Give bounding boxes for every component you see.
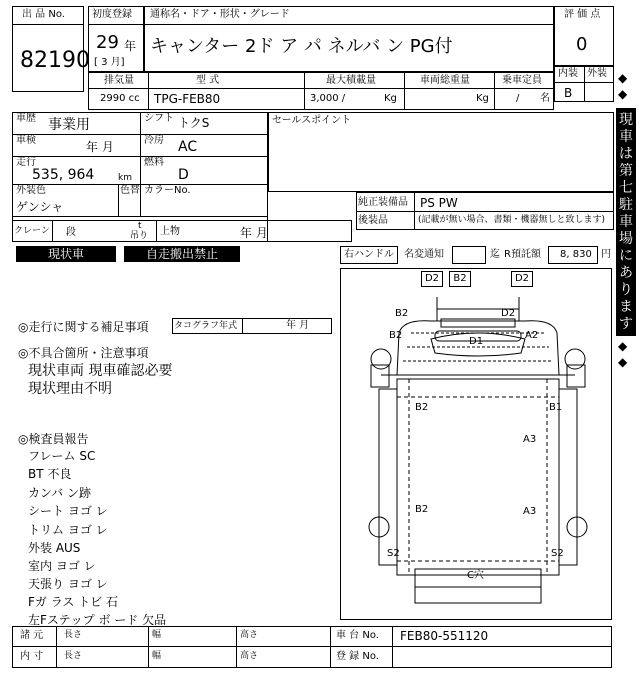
year-unit: 年 [124,39,137,53]
crane-label: クレーン [14,226,50,236]
gross-weight-unit: Kg [476,93,489,104]
inspector-line: 左Fステップ ボ ード 欠品 [28,613,167,627]
diamond-marker-bottom: ◆ [618,355,628,369]
damage-mark: C穴 [467,570,484,581]
damage-mark: A3 [523,434,537,445]
right-hand-label: 右ハンドル [344,249,394,260]
crane-ton: t [138,221,142,231]
equipment-label: 純正装備品 [358,197,408,208]
ac-label: 冷房 [144,135,164,146]
interior-dims-label: 内 寸 [20,651,44,662]
deadline-label: 迄 [490,249,500,260]
driving-notes-label: ◎走行に関する補足事項 [18,320,149,334]
first-registration-label: 初度登録 [92,9,132,20]
fuel-value: D [178,167,189,183]
inspection-value: 年 月 [86,140,114,154]
equipment-value: PS PW [420,196,458,210]
chassis-number: FEB80-551120 [400,629,489,643]
chassis-number-label: 車 台 No. [336,630,379,641]
displacement-value: 2990 cc [100,93,140,104]
inspector-line: 天張り ヨゴ レ [28,577,108,591]
damage-mark: S2 [551,548,564,559]
interior-width-label: 幅 [152,651,162,661]
damage-mark: B2 [415,402,429,413]
first-registration-year: 29 [96,32,119,53]
inspector-line: トリム ヨゴ レ [28,523,108,537]
registration-number-label: 登 録 No. [336,651,379,662]
recycle-deposit-label: R預託額 [504,249,541,260]
ac-value: AC [178,139,198,155]
inspection-label: 車検 [16,135,36,146]
aftermarket-label: 後装品 [358,215,388,226]
aftermarket-note: (記載が無い場合、書類・機器無しと致します) [418,215,606,225]
lot-number-label: 出 品 No. [22,9,65,20]
parking-lot-text: 現車は第七駐車場にあります [619,112,633,332]
inspector-line: フレーム SC [28,449,96,463]
diamond-marker-top: ◆ [618,87,628,101]
capacity-label: 乗車定員 [502,75,542,86]
damage-mark: D1 [469,336,484,347]
length-label: 長さ [64,630,83,640]
defects-label: ◎不具合箇所・注意事項 [18,346,149,360]
recycle-deposit-unit: 円 [601,249,611,260]
model-label: 型 式 [196,75,220,86]
name-change-box [452,246,486,264]
current-state-badge: 現状車 [16,246,116,262]
color-code-label: 色替 [120,185,140,196]
grade-value: 0 [576,34,588,55]
color-label: 外装色 [16,185,46,196]
vehicle-name-label: 通称名・ドア・形状・グレード [150,9,290,20]
max-load-unit: Kg [384,93,397,104]
inspector-line: カンバ ン跡 [28,486,91,500]
vehicle-diagram [340,268,612,620]
sales-point-label: セールスポイント [272,115,352,126]
max-load-label: 最大積載量 [326,75,376,86]
damage-mark: S2 [387,548,400,559]
capacity-value: / [516,93,520,104]
crane-hook: 吊り [130,231,149,241]
damage-mark: D2 [501,308,516,319]
displacement-label: 排気量 [104,75,134,86]
diamond-marker-bottom: ◆ [618,339,628,353]
lot-number: 82190 [20,48,90,73]
max-load-value: 3,000 / [310,93,346,104]
mileage-label: 走行 [16,157,36,168]
damage-mark: B2 [395,308,409,319]
inspector-line: シート ヨゴ レ [28,504,108,518]
first-registration-month: [ 3 月] [94,57,125,68]
crane-row [12,220,352,242]
upper-label: 上物 [160,226,180,237]
height-label: 高さ [240,630,259,640]
truck-outline [341,269,613,621]
damage-mark: B2 [415,504,429,515]
interior-height-label: 高さ [240,651,259,661]
damage-mark: A2 [525,330,539,341]
damage-mark: D2 [421,271,443,287]
recycle-deposit-value: 8, 830 [560,249,592,260]
damage-mark: B2 [449,271,471,287]
diamond-marker-top: ◆ [618,71,628,85]
gross-weight-label: 車両総重量 [420,75,470,86]
damage-mark: D2 [511,271,533,287]
defect-line: 現状車両 現車確認必要 [28,363,173,379]
exterior-label: 外装 [587,68,607,79]
crane-stage: 段 [66,227,76,238]
self-drive-prohibited-badge: 自走搬出禁止 [124,246,240,262]
capacity-unit: 名 [540,93,550,104]
inspector-line: Fガ ラス トビ 石 [28,595,118,609]
parking-lot-banner [616,108,636,336]
interior-grade: B [564,86,573,100]
inspector-line: 室内 ヨゴ レ [28,559,96,573]
defect-line: 現状理由不明 [28,381,112,397]
tachograph-value: 年 月 [286,320,310,331]
inspector-line: BT 不良 [28,467,72,481]
mileage-unit: km [118,173,132,183]
grade-label: 評 価 点 [564,9,601,20]
damage-mark: B2 [389,330,403,341]
mileage-value: 535, 964 [32,167,95,183]
specs-label: 諸 元 [20,630,44,641]
inspector-report-label: ◎検査員報告 [18,432,89,446]
upper-value: 年 月 [240,226,268,240]
footer-table [12,626,612,668]
model-value: TPG-FEB80 [154,92,221,106]
history-value: 事業用 [48,117,90,133]
width-label: 幅 [152,630,162,640]
color-number-label: カラーNo. [144,185,191,196]
tachograph-label: タコグラフ年式 [174,321,238,331]
interior-length-label: 長さ [64,651,83,661]
vehicle-name: キャンター 2ド ア パ ネルバ ン PG付 [150,36,453,57]
history-label: 車歴 [16,113,36,124]
fuel-label: 燃料 [144,157,164,168]
shift-value: トクS [178,116,210,130]
name-change-label: 名変通知 [404,249,444,260]
color-value: ゲンシャ [16,200,64,214]
interior-label: 内装 [558,68,578,79]
shift-label: シフト [144,113,174,124]
damage-mark: B1 [549,402,563,413]
inspector-line: 外装 AUS [28,541,81,555]
damage-mark: A3 [523,506,537,517]
